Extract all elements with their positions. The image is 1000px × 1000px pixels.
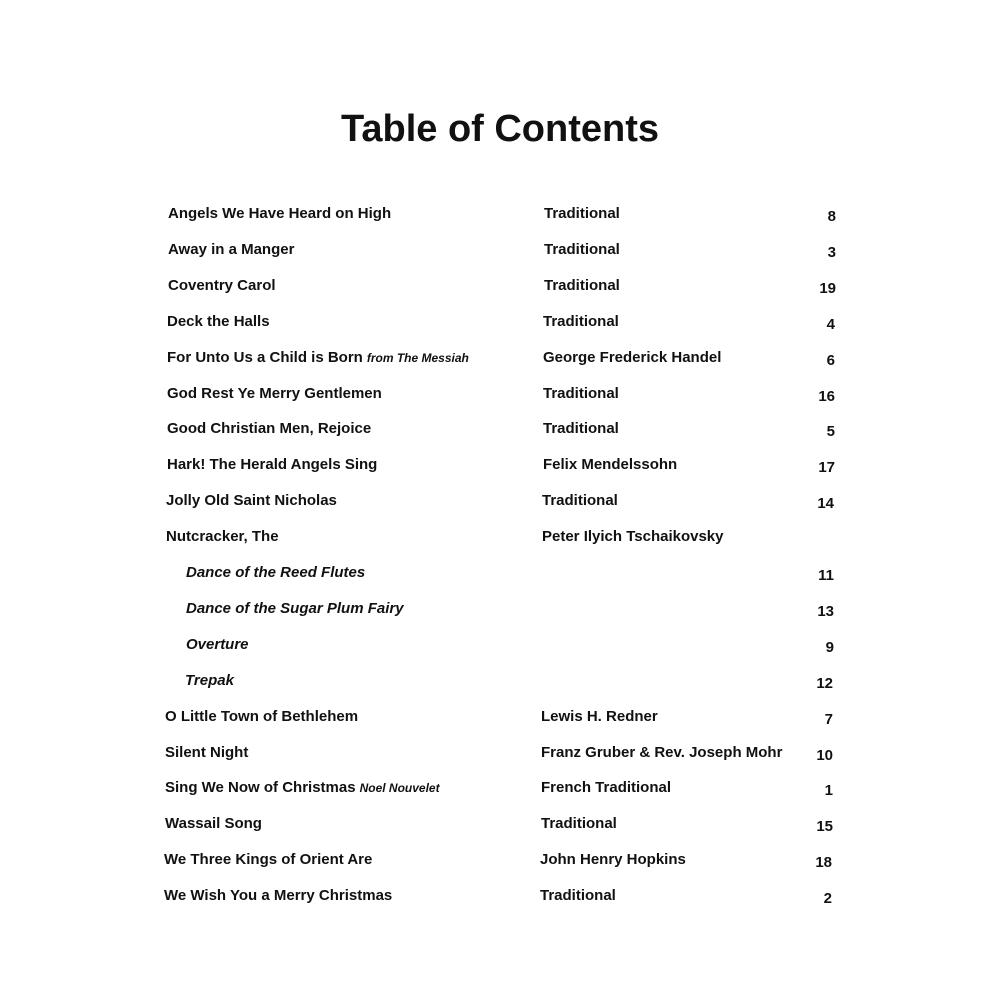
page-number: 9 [825, 638, 834, 656]
toc-entry-title [166, 492, 337, 509]
toc-entry-title [167, 313, 270, 330]
composer: Traditional [540, 887, 616, 905]
page-number: 6 [826, 351, 835, 369]
page-number: 15 [816, 818, 833, 836]
toc-subentry-title [186, 600, 404, 617]
song-title: Jolly Old Saint Nicholas [166, 492, 337, 510]
toc-entry [0, 277, 1000, 301]
toc-entry-title [164, 887, 392, 904]
toc-entry-title [167, 420, 371, 437]
toc-entry [0, 528, 1000, 552]
composer: Traditional [544, 276, 620, 294]
song-title: Silent Night [165, 743, 249, 761]
page-number: 5 [826, 423, 835, 441]
composer: Traditional [544, 240, 620, 258]
song-note: from The Messiah [366, 350, 469, 365]
toc-entry-title [164, 851, 372, 868]
song-title: Dance of the Sugar Plum Fairy [186, 599, 404, 617]
toc-entry [0, 205, 1000, 229]
page-number: 12 [816, 674, 833, 692]
song-title: Good Christian Men, Rejoice [167, 420, 372, 438]
composer: George Frederick Handel [543, 348, 722, 366]
song-title: Deck the Halls [167, 312, 270, 330]
page-number: 11 [818, 567, 834, 584]
toc-entry-title [168, 205, 391, 222]
toc-entry-title [167, 349, 469, 366]
song-title: Dance of the Reed Flutes [186, 564, 366, 581]
toc-entry-title [165, 744, 248, 761]
toc-entry [0, 851, 1000, 875]
toc-entry [0, 600, 1000, 624]
toc-subentry-title [186, 564, 365, 581]
page-number: 10 [816, 746, 833, 764]
toc-entry-title [168, 277, 276, 294]
toc-entry-title [165, 779, 440, 796]
toc-entry [0, 672, 1000, 696]
song-title: For Unto Us a Child is Born [167, 348, 363, 366]
composer: Lewis H. Redner [541, 707, 658, 725]
song-title: Nutcracker, The [166, 528, 279, 546]
page-number: 19 [819, 279, 836, 297]
composer: Traditional [542, 492, 618, 510]
toc-entry [0, 456, 1000, 480]
composer: Franz Gruber & Rev. Joseph Mohr [541, 743, 783, 761]
toc-entry-title [165, 815, 262, 832]
song-title: Overture [186, 635, 249, 653]
composer: Traditional [544, 205, 620, 222]
song-note: Noel Nouvelet [359, 781, 440, 796]
song-title: Hark! The Herald Angels Sing [167, 456, 378, 474]
toc-entry [0, 564, 1000, 588]
toc-entry [0, 779, 1000, 803]
toc-entry [0, 349, 1000, 373]
song-title: Trepak [185, 671, 234, 689]
song-title: Angels We Have Heard on High [168, 205, 392, 222]
page-number: 3 [827, 243, 836, 261]
page-title: Table of Contents [340, 108, 660, 150]
page-number: 16 [818, 387, 835, 405]
toc-entry-title [167, 385, 382, 402]
toc-entry [0, 887, 1000, 911]
page-number: 7 [824, 710, 833, 728]
page-number: 8 [827, 208, 836, 225]
composer: Traditional [543, 420, 619, 438]
song-title: We Wish You a Merry Christmas [164, 887, 393, 905]
toc-entry [0, 708, 1000, 732]
toc-entry [0, 313, 1000, 337]
page-number: 2 [823, 890, 832, 908]
toc-entry [0, 385, 1000, 409]
toc-entry [0, 241, 1000, 265]
toc-entry [0, 636, 1000, 660]
toc-entry [0, 492, 1000, 516]
song-title: Wassail Song [165, 815, 262, 833]
toc-subentry-title [186, 636, 249, 653]
composer: French Traditional [541, 779, 672, 797]
toc-entry-title [165, 708, 358, 725]
composer: John Henry Hopkins [540, 851, 686, 869]
page-number: 1 [824, 782, 833, 800]
toc-entry-title [167, 456, 377, 473]
page-number: 18 [815, 854, 832, 872]
page-number: 13 [817, 602, 834, 620]
song-title: Coventry Carol [168, 276, 276, 294]
song-title: Sing We Now of Christmas [165, 779, 356, 797]
composer: Traditional [543, 312, 619, 330]
toc-entry [0, 420, 1000, 444]
composer: Traditional [543, 384, 619, 402]
page-number: 14 [817, 495, 834, 513]
page-number: 4 [826, 315, 835, 333]
composer: Peter Ilyich Tschaikovsky [542, 528, 724, 546]
song-title: Away in a Manger [168, 240, 295, 258]
toc-entry [0, 815, 1000, 839]
song-title: God Rest Ye Merry Gentlemen [167, 384, 382, 402]
toc-entry [0, 744, 1000, 768]
song-title: O Little Town of Bethlehem [165, 707, 359, 725]
page-number: 17 [818, 459, 835, 477]
song-title: We Three Kings of Orient Are [164, 851, 373, 869]
toc-subentry-title [185, 672, 234, 689]
toc-entry-title [166, 528, 279, 545]
toc-entry-title [168, 241, 294, 258]
composer: Felix Mendelssohn [543, 456, 678, 474]
composer: Traditional [541, 815, 617, 833]
